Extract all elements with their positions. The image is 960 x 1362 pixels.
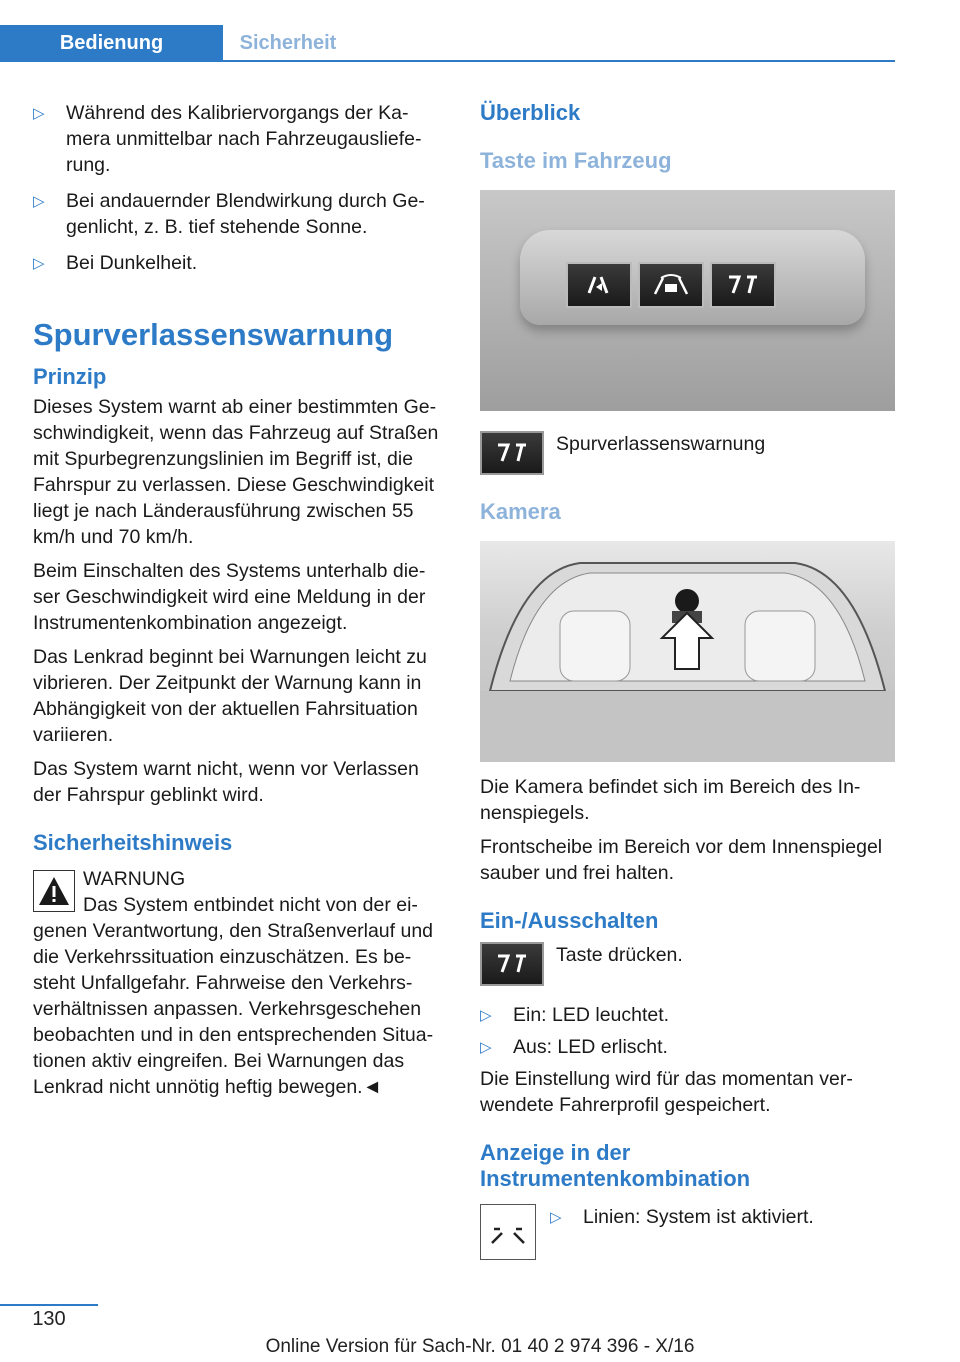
safety-heading: Sicherheitshinweis	[33, 830, 233, 855]
footer: Online Version für Sach-Nr. 01 40 2 974 396 - X/16	[265, 1336, 695, 1357]
paragraph: Die Einstellung wird für das momentan ver‐wendete Fahrerprofil gespeichert.	[480, 1068, 853, 1116]
list-item: ▷ Linien: System ist aktiviert.	[550, 1204, 814, 1230]
paragraph: Dieses System warnt ab einer bestimmten Ge‐schwindigkeit, wenn das Fahrzeug auf Straßen mit Spurbegrenzungslinien im Begriff ist, die Fahrspur zu verlassen. Diese Geschwindigkeit liegt je nach Länderausführung zwischen 55 km/h und 70 km/h.	[33, 396, 439, 548]
triangle-bullet-icon: ▷	[33, 193, 45, 210]
lane-lines-indicator-icon	[480, 1204, 536, 1260]
triangle-bullet-icon: ▷	[550, 1209, 562, 1226]
warning-block	[33, 866, 448, 1100]
right-column	[480, 100, 895, 1260]
lane-departure-key-icon	[480, 431, 544, 475]
triangle-bullet-icon: ▷	[33, 105, 45, 122]
display-legend	[480, 1204, 895, 1260]
page-number: 130	[32, 1308, 66, 1330]
list-item: ▷ Bei andauernder Blendwirkung durch Ge‐genlicht, z. B. tief stehende Sonne.	[33, 190, 425, 238]
paragraph: Das System warnt nicht, wenn vor Verlassen der Fahrspur geblinkt wird.	[33, 758, 419, 806]
chapter-tabs	[0, 25, 895, 62]
console-photo	[480, 190, 895, 411]
list-item: ▷ Bei Dunkelheit.	[33, 250, 448, 276]
left-column	[33, 100, 448, 1100]
paragraph: Frontscheibe im Bereich vor dem Innenspiegel sauber und frei halten.	[480, 836, 883, 884]
button-label: Spurverlassenswarnung	[556, 433, 766, 455]
paragraph: Die Kamera befindet sich im Bereich des In‐nenspiegels.	[480, 776, 861, 824]
lane-departure-button-icon	[710, 262, 776, 308]
warning-text: Das System entbindet nicht von der ei‐genen Verantwortung, den Straßenverlauf und die Verkehrssituation einzuschätzen. Es be‐steht Unfallgefahr. Fahrweise den Verkehrs‐verhältnissen anpassen. Verkehrsgeschehen beobachten und in den entsprechenden Situa‐tionen aktiv eingreifen. Bei Warnungen das Lenkrad nicht unnötig heftig bewegen.◄	[33, 894, 434, 1098]
list-item: ▷ Ein: LED leuchtet.	[480, 1002, 895, 1028]
tab-underline	[0, 60, 895, 62]
camera-subheading: Kamera	[480, 499, 561, 524]
list-item: ▷ Aus: LED erlischt.	[480, 1034, 895, 1060]
page-number-rule	[0, 1304, 98, 1306]
display-heading: Anzeige in der Instrumentenkombination	[480, 1140, 751, 1191]
list-item: ▷ Während des Kalibriervorgangs der Ka‐mera unmittelbar nach Fahrzeugausliefe‐rung.	[33, 102, 422, 176]
collision-warning-button-icon	[638, 262, 704, 308]
triangle-bullet-icon: ▷	[480, 1039, 492, 1056]
triangle-bullet-icon: ▷	[33, 255, 45, 272]
warning-label: WARNUNG	[83, 868, 186, 890]
button-subheading: Taste im Fahrzeug	[480, 148, 672, 173]
paragraph: Das Lenkrad beginnt bei Warnungen leicht zu vibrieren. Der Zeitpunkt der Warnung kann in Abhängigkeit von der aktuellen Fahrsituation variieren.	[33, 646, 427, 746]
overview-heading: Überblick	[480, 100, 581, 125]
lane-departure-key-icon	[480, 942, 544, 986]
camera-photo	[480, 541, 895, 762]
section-title: Spurverlassenswarnung	[33, 317, 394, 352]
rear-window-illustration	[480, 541, 895, 762]
onoff-heading: Ein-/Ausschalten	[480, 908, 659, 933]
button-legend	[480, 431, 895, 475]
prinzip-heading: Prinzip	[33, 364, 107, 389]
triangle-bullet-icon: ▷	[480, 1007, 492, 1024]
paragraph: Beim Einschalten des Systems unterhalb die‐ser Geschwindigkeit wird eine Meldung in der Instrumentenkombination angezeigt.	[33, 560, 426, 634]
onoff-legend	[480, 942, 895, 986]
warning-triangle-icon	[33, 870, 75, 912]
onoff-label: Taste drücken.	[556, 944, 683, 966]
tab-sicherheit[interactable]: Sicherheit	[239, 32, 337, 54]
lane-keeping-button-icon	[566, 262, 632, 308]
tab-bedienung[interactable]: Bedienung	[0, 25, 223, 60]
